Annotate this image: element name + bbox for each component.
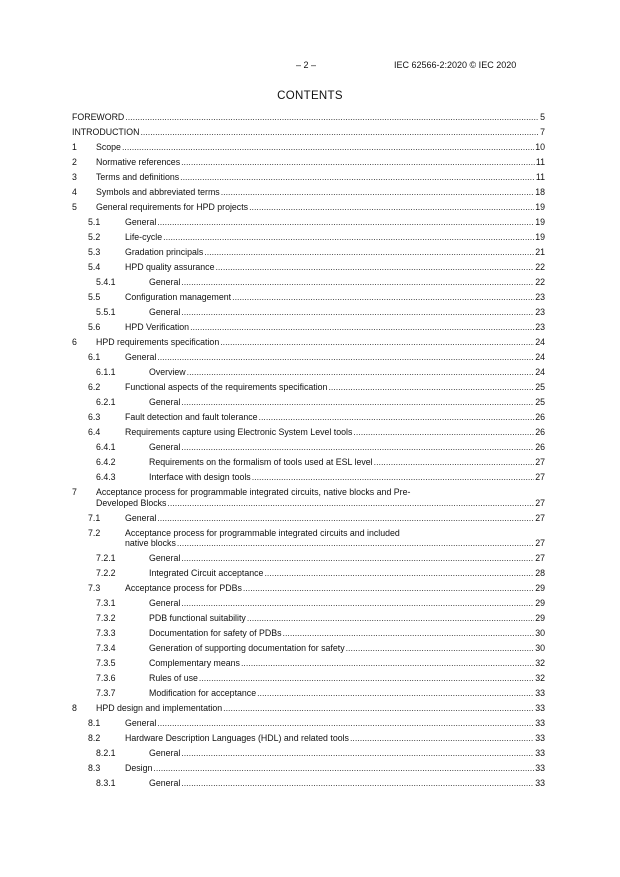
- toc-entry-number: 7.3: [88, 583, 101, 593]
- dot-leader: [181, 397, 534, 408]
- toc-entry-number: 6.4.1: [96, 442, 116, 452]
- toc-entry-page: 19: [535, 217, 545, 227]
- dot-leader: [204, 247, 534, 258]
- toc-entry[interactable]: [72, 187, 545, 198]
- dot-leader: [181, 277, 534, 288]
- dot-leader: [264, 568, 534, 579]
- contents-title: CONTENTS: [277, 90, 343, 102]
- toc-entry-page: 33: [535, 733, 545, 743]
- toc-entry[interactable]: [72, 262, 545, 273]
- toc-entry-page: 29: [535, 613, 545, 623]
- toc-entry-number: 7: [72, 487, 77, 497]
- toc-entry-title: Acceptance process for programmable integrated circuits and included: [125, 527, 400, 538]
- page-header: [0, 60, 620, 74]
- toc-entry-page: 29: [535, 583, 545, 593]
- toc-entry-page: 24: [535, 367, 545, 377]
- dot-leader: [181, 748, 534, 759]
- toc-entry-title: Terms and definitions: [96, 172, 180, 182]
- toc-entry-title: Acceptance process for PDBs: [125, 583, 242, 593]
- dot-leader: [140, 127, 539, 138]
- toc-entry-title: General: [125, 718, 157, 728]
- toc-entry-page: 25: [535, 382, 545, 392]
- toc-entry-title: Hardware Description Languages (HDL) and related tools: [125, 733, 349, 743]
- toc-entry[interactable]: [72, 457, 545, 468]
- table-of-contents: [72, 112, 545, 793]
- toc-entry-page: 33: [535, 778, 545, 788]
- toc-entry-number: 6.4.3: [96, 472, 116, 482]
- toc-entry[interactable]: [72, 613, 545, 624]
- toc-entry-title: Interface with design tools: [149, 472, 251, 482]
- toc-entry-title: Normative references: [96, 157, 181, 167]
- toc-entry-title: Rules of use: [149, 673, 198, 683]
- toc-entry[interactable]: [72, 127, 545, 138]
- toc-entry-page: 24: [535, 337, 545, 347]
- toc-entry[interactable]: [72, 628, 545, 639]
- toc-entry-number: 5.5: [88, 292, 101, 302]
- toc-entry[interactable]: [72, 412, 545, 423]
- toc-entry-page: 22: [535, 277, 545, 287]
- toc-entry-number: 5.4.1: [96, 277, 116, 287]
- toc-entry-number: 5.1: [88, 217, 101, 227]
- toc-entry-title: Documentation for safety of PDBs: [149, 628, 282, 638]
- dot-leader: [190, 322, 534, 333]
- dot-leader: [257, 688, 534, 699]
- dot-leader: [157, 352, 534, 363]
- toc-entry-number: 7.3.2: [96, 613, 116, 623]
- toc-entry-number: 6: [72, 337, 77, 347]
- toc-entry[interactable]: [72, 292, 545, 303]
- toc-entry-number: 7.2.2: [96, 568, 116, 578]
- toc-entry-page: 21: [535, 247, 545, 257]
- toc-entry[interactable]: [72, 307, 545, 318]
- toc-entry-number: 6.1.1: [96, 367, 116, 377]
- toc-entry[interactable]: [72, 487, 545, 508]
- toc-entry-title: HPD design and implementation: [96, 703, 223, 713]
- dot-leader: [350, 733, 534, 744]
- dot-leader: [353, 427, 534, 438]
- toc-entry-number: 5.3: [88, 247, 101, 257]
- toc-entry[interactable]: [72, 427, 545, 438]
- toc-entry-title: Modification for acceptance: [149, 688, 257, 698]
- toc-entry[interactable]: [72, 703, 545, 714]
- toc-entry-number: 6.2: [88, 382, 101, 392]
- toc-entry-title: Functional aspects of the requirements specification: [125, 382, 328, 392]
- toc-entry-title: General: [149, 553, 181, 563]
- toc-entry[interactable]: [72, 583, 545, 594]
- toc-entry-page: 33: [535, 763, 545, 773]
- toc-entry-page: 18: [535, 187, 545, 197]
- dot-leader: [232, 292, 534, 303]
- toc-entry-title: Requirements on the formalism of tools used at ESL level: [149, 457, 373, 467]
- dot-leader: [181, 157, 535, 168]
- toc-entry-number: 6.4.2: [96, 457, 116, 467]
- toc-entry-page: 28: [535, 568, 545, 578]
- dot-leader: [328, 382, 534, 393]
- dot-leader: [167, 498, 534, 509]
- toc-entry-title: INTRODUCTION: [72, 127, 140, 137]
- toc-entry[interactable]: [72, 202, 545, 213]
- toc-entry-title: General: [125, 512, 157, 523]
- toc-entry-number: 5.5.1: [96, 307, 116, 317]
- dot-leader: [247, 613, 534, 624]
- toc-entry-number: 7.2: [88, 527, 101, 538]
- toc-entry-number: 6.4: [88, 427, 101, 437]
- toc-entry-title: General: [149, 307, 181, 317]
- toc-entry[interactable]: [72, 232, 545, 243]
- toc-entry-number: 1: [72, 142, 77, 152]
- toc-entry-number: 2: [72, 157, 77, 167]
- toc-entry-page: 5: [540, 112, 545, 122]
- toc-entry-number: 5.6: [88, 322, 101, 332]
- toc-entry-title: General: [149, 442, 181, 452]
- dot-leader: [181, 307, 534, 318]
- dot-leader: [180, 172, 535, 183]
- toc-entry-number: 6.2.1: [96, 397, 116, 407]
- toc-entry-number: 7.3.3: [96, 628, 116, 638]
- toc-entry-page: 27: [535, 538, 545, 548]
- toc-entry[interactable]: [72, 598, 545, 609]
- toc-entry-number: 3: [72, 172, 77, 182]
- toc-entry-number: 7.3.1: [96, 598, 116, 608]
- dot-leader: [177, 538, 534, 549]
- toc-entry-title: Symbols and abbreviated terms: [96, 187, 220, 197]
- toc-entry-page: 30: [535, 628, 545, 638]
- toc-entry-title: Requirements capture using Electronic System Level tools: [125, 427, 353, 437]
- toc-entry-title: HPD Verification: [125, 322, 190, 332]
- toc-entry-number: 5: [72, 202, 77, 212]
- toc-entry[interactable]: [72, 718, 545, 729]
- toc-entry[interactable]: [72, 733, 545, 744]
- toc-entry-number: 5.2: [88, 232, 101, 242]
- dot-leader: [157, 217, 534, 228]
- toc-entry-page: 11: [535, 172, 545, 182]
- toc-entry-title: General: [125, 352, 157, 362]
- toc-entry-title: General: [149, 598, 181, 608]
- dot-leader: [346, 643, 535, 654]
- toc-entry-page: 27: [535, 457, 545, 467]
- toc-entry-number: 7.3.6: [96, 673, 116, 683]
- toc-entry-page: 26: [535, 427, 545, 437]
- toc-entry-number: 8.2: [88, 733, 101, 743]
- toc-entry[interactable]: [72, 337, 545, 348]
- toc-entry[interactable]: [72, 277, 545, 288]
- toc-entry[interactable]: [72, 688, 545, 699]
- toc-entry-page: 7: [540, 127, 545, 137]
- dot-leader: [220, 337, 534, 348]
- toc-entry-page: 19: [535, 202, 545, 212]
- toc-entry[interactable]: [72, 352, 545, 363]
- toc-entry-number: 7.2.1: [96, 553, 116, 563]
- toc-entry-number: 7.3.7: [96, 688, 116, 698]
- dot-leader: [187, 367, 535, 378]
- toc-entry-number: 8: [72, 703, 77, 713]
- dot-leader: [199, 673, 534, 684]
- toc-entry-page: 11: [535, 157, 545, 167]
- toc-entry-title: Configuration management: [125, 292, 232, 302]
- toc-entry[interactable]: [72, 322, 545, 333]
- toc-entry-page: 10: [535, 142, 545, 152]
- toc-entry-title: Scope: [96, 142, 121, 152]
- toc-entry[interactable]: [72, 157, 545, 168]
- toc-entry[interactable]: [72, 442, 545, 453]
- toc-entry[interactable]: [72, 367, 545, 378]
- toc-entry-title: Generation of supporting documentation for safety: [149, 643, 345, 653]
- toc-entry-title: FOREWORD: [72, 112, 125, 122]
- toc-entry-page: 27: [535, 472, 545, 482]
- toc-entry-number: 8.3.1: [96, 778, 116, 788]
- toc-entry-page: 19: [535, 232, 545, 242]
- toc-entry-title: Life-cycle: [125, 232, 163, 242]
- dot-leader: [153, 763, 534, 774]
- toc-entry-title: Complementary means: [149, 658, 240, 668]
- toc-entry[interactable]: [72, 568, 545, 579]
- toc-entry[interactable]: [72, 748, 545, 759]
- toc-entry-title: HPD quality assurance: [125, 262, 215, 272]
- toc-entry-page: 33: [535, 718, 545, 728]
- dot-leader: [241, 658, 534, 669]
- toc-entry-page: 32: [535, 673, 545, 683]
- toc-entry[interactable]: [72, 172, 545, 183]
- toc-entry-number: 7.3.4: [96, 643, 116, 653]
- dot-leader: [249, 202, 534, 213]
- dot-leader: [122, 142, 534, 153]
- toc-entry-title: HPD requirements specification: [96, 337, 220, 347]
- dot-leader: [223, 703, 534, 714]
- toc-entry[interactable]: [72, 112, 545, 123]
- toc-entry-page: 25: [535, 397, 545, 407]
- toc-entry-page: 33: [535, 703, 545, 713]
- toc-entry-page: 23: [535, 322, 545, 332]
- toc-entry[interactable]: [72, 658, 545, 669]
- dot-leader: [243, 583, 534, 594]
- toc-entry-page: 27: [535, 497, 545, 508]
- toc-entry[interactable]: [72, 382, 545, 393]
- toc-entry-title: General: [149, 397, 181, 407]
- toc-entry-title: Acceptance process for programmable integrated circuits, native blocks and Pre-: [96, 487, 411, 497]
- toc-entry[interactable]: [72, 472, 545, 483]
- toc-entry-page: 27: [535, 512, 545, 523]
- toc-entry-number: 8.1: [88, 718, 101, 728]
- toc-entry-title: Design: [125, 763, 153, 773]
- toc-entry-title: PDB functional suitability: [149, 613, 246, 623]
- toc-entry[interactable]: [72, 217, 545, 228]
- toc-entry[interactable]: [72, 778, 545, 789]
- dot-leader: [252, 472, 534, 483]
- toc-entry-title: Overview: [149, 367, 186, 377]
- toc-entry-number: 7.3.5: [96, 658, 116, 668]
- toc-entry[interactable]: [72, 643, 545, 654]
- toc-entry-title: General: [149, 778, 181, 788]
- toc-entry-title: Fault detection and fault tolerance: [125, 412, 258, 422]
- toc-entry-page: 24: [535, 352, 545, 362]
- toc-entry-number: 6.1: [88, 352, 101, 362]
- dot-leader: [181, 553, 534, 564]
- document-id: IEC 62566-2:2020 © IEC 2020: [394, 60, 517, 70]
- toc-entry-number: 4: [72, 187, 77, 197]
- dot-leader: [215, 262, 534, 273]
- toc-entry-page: 26: [535, 412, 545, 422]
- toc-entry-page: 33: [535, 688, 545, 698]
- dot-leader: [374, 457, 535, 468]
- toc-entry-page: 23: [535, 307, 545, 317]
- toc-entry-page: 22: [535, 262, 545, 272]
- toc-entry[interactable]: [72, 247, 545, 258]
- dot-leader: [125, 112, 539, 123]
- toc-entry-title: General: [149, 277, 181, 287]
- toc-entry[interactable]: [72, 673, 545, 684]
- toc-entry-page: 23: [535, 292, 545, 302]
- toc-entry-page: 27: [535, 553, 545, 563]
- toc-entry-number: 8.3: [88, 763, 101, 773]
- toc-entry-title: Integrated Circuit acceptance: [149, 568, 264, 578]
- toc-entry-page: 29: [535, 598, 545, 608]
- dot-leader: [163, 232, 534, 243]
- dot-leader: [221, 187, 534, 198]
- toc-entry[interactable]: [72, 142, 545, 153]
- dot-leader: [181, 598, 534, 609]
- toc-entry[interactable]: [72, 553, 545, 564]
- toc-entry-title: Gradation principals: [125, 247, 204, 257]
- dot-leader: [157, 513, 534, 524]
- page-number: – 2 –: [296, 60, 317, 70]
- toc-entry-title: General: [149, 748, 181, 758]
- toc-entry-number: 7.1: [88, 512, 101, 523]
- dot-leader: [259, 412, 535, 423]
- toc-entry-title: General requirements for HPD projects: [96, 202, 249, 212]
- toc-entry-page: 30: [535, 643, 545, 653]
- toc-entry-number: 6.3: [88, 412, 101, 422]
- dot-leader: [181, 442, 534, 453]
- toc-entry-number: 8.2.1: [96, 748, 116, 758]
- toc-entry-title-continued: native blocks: [125, 538, 176, 548]
- toc-entry-page: 32: [535, 658, 545, 668]
- toc-entry[interactable]: [72, 513, 545, 524]
- toc-entry-title: General: [125, 217, 157, 227]
- dot-leader: [157, 718, 534, 729]
- toc-entry[interactable]: [72, 528, 545, 549]
- toc-entry[interactable]: [72, 763, 545, 774]
- toc-entry-title-continued: Developed Blocks: [96, 497, 167, 508]
- dot-leader: [283, 628, 535, 639]
- toc-entry[interactable]: [72, 397, 545, 408]
- toc-entry-page: 33: [535, 748, 545, 758]
- toc-entry-number: 5.4: [88, 262, 101, 272]
- dot-leader: [181, 778, 534, 789]
- toc-entry-page: 26: [535, 442, 545, 452]
